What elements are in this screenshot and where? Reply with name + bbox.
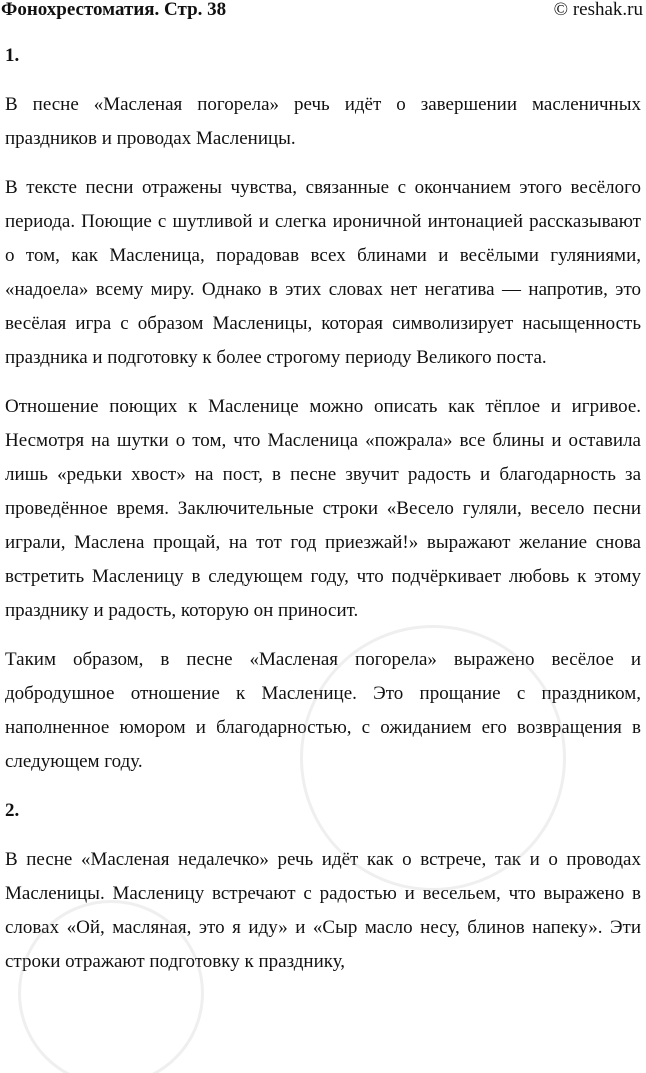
paragraph: Таким образом, в песне «Масленая погорела» выражено весёлое и добродушное отношение к Масленице. Это прощание с праздником, наполненное юмором и благодарностью, с ожиданием его возвращения в следующем году. — [5, 649, 641, 772]
answer-section-1 — [5, 39, 641, 779]
section-number: 2. — [5, 800, 20, 821]
answer-section-2 — [5, 794, 641, 979]
source-label: © reshak.ru — [553, 0, 643, 20]
paragraph: В песне «Масленая погорела» речь идёт о завершении масленичных праздников и проводах Масленицы. — [5, 94, 641, 149]
document-body — [5, 39, 641, 994]
paragraph: В песне «Масленая недалечко» речь идёт как о встрече, так и о проводах Масленицы. Масленицу встречают с радостью и весельем, что выражено в словах «Ой, масляная, это я иду» и «Сыр масло несу, блинов напеку». Эти строки отражают подготовку к празднику, — [5, 849, 641, 972]
paragraph: В тексте песни отражены чувства, связанные с окончанием этого весёлого периода. Поющие с шутливой и слегка ироничной интонацией рассказывают о том, как Масленица, порадовав всех блинами и весёлыми гуляниями, «надоела» всему миру. Однако в этих словах нет негатива — напротив, это весёлая игра с образом Масленицы, которая символизирует насыщенность праздника и подготовку к более строгому периоду Великого поста. — [5, 177, 641, 368]
page-header — [0, 0, 646, 22]
paragraph: Отношение поющих к Масленице можно описать как тёплое и игривое. Несмотря на шутки о том, что Масленица «пожрала» все блины и оставила лишь «редьки хвост» на пост, в песне звучит радость и благодарность за проведённое время. Заключительные строки «Весело гуляли, весело песни играли, Маслена прощай, на тот год приезжай!» выражают желание снова встретить Масленицу в следующем году, что подчёркивает любовь к этому празднику и радость, которую он приносит. — [5, 396, 641, 621]
section-number: 1. — [5, 45, 20, 66]
page-title: Фонохрестоматия. Стр. 38 — [1, 0, 227, 20]
